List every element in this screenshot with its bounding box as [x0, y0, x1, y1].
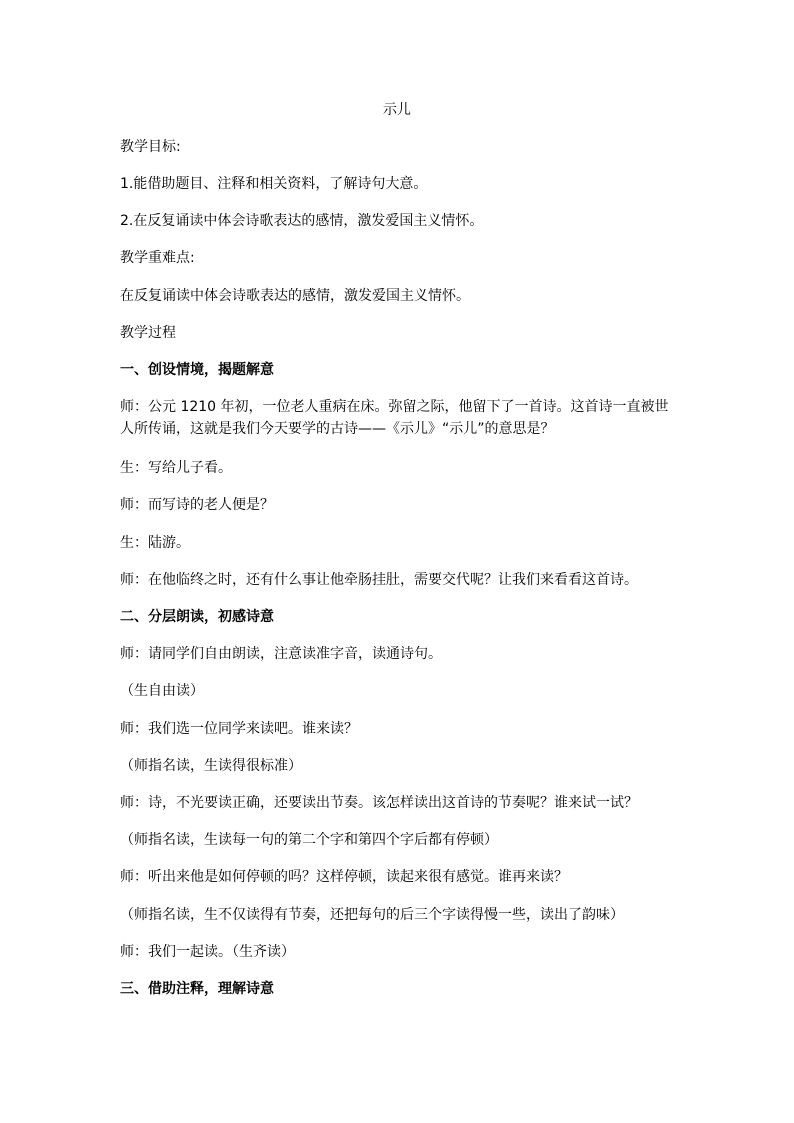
stage-direction: （师指名读，生读得很标准） [120, 758, 302, 774]
dialogue-line: 师：我们选一位同学来读吧。谁来读？ [120, 721, 358, 737]
stage-direction: （生自由读） [120, 683, 204, 699]
dialogue-line: 师：我们一起读。（生齐读） [120, 944, 295, 960]
stage-direction: （师指名读，生读每一句的第二个字和第四个字后都有停顿） [120, 832, 498, 848]
dialogue-line: 生：写给儿子看。 [120, 460, 232, 476]
step-3-heading: 三、借助注释，理解诗意 [120, 981, 274, 997]
key-points-text: 在反复诵读中体会诗歌表达的感情，激发爱国主义情怀。 [120, 288, 470, 304]
objective-1: 1.能借助题目、注释和相关资料，了解诗句大意。 [120, 176, 428, 192]
stage-direction: （师指名读，生不仅读得有节奏，还把每句的后三个字读得慢一些，读出了韵味） [120, 907, 624, 923]
dialogue-line: 师：而写诗的老人便是？ [120, 497, 274, 513]
section-heading-process: 教学过程 [120, 325, 176, 341]
dialogue-line: 师：公元 1210 年初，一位老人重病在床。弥留之际，他留下了一首诗。这首诗一直被世人所传诵，这就是我们今天要学的古诗——《示儿》“示儿”的意思是？ [120, 399, 669, 437]
objective-2: 2.在反复诵读中体会诗歌表达的感情，激发爱国主义情怀。 [120, 213, 484, 229]
dialogue-line: 师：听出来他是如何停顿的吗？这样停顿，读起来很有感觉。谁再来读？ [120, 869, 568, 885]
step-1-heading: 一、创设情境，揭题解意 [120, 362, 274, 378]
dialogue-line: 师：诗，不光要读正确，还要读出节奏。该怎样读出这首诗的节奏呢？谁来试一试？ [120, 795, 638, 811]
document-title: 示儿 [383, 102, 411, 118]
dialogue-line: 生：陆游。 [120, 535, 190, 551]
dialogue-line: 师：在他临终之时，还有什么事让他牵肠挂肚，需要交代呢？让我们来看看这首诗。 [120, 572, 638, 588]
step-2-heading: 二、分层朗读，初感诗意 [120, 609, 274, 625]
section-heading-key-points: 教学重难点: [120, 250, 195, 266]
section-heading-objectives: 教学目标: [120, 139, 181, 155]
dialogue-line: 师：请同学们自由朗读，注意读准字音，读通诗句。 [120, 646, 442, 662]
